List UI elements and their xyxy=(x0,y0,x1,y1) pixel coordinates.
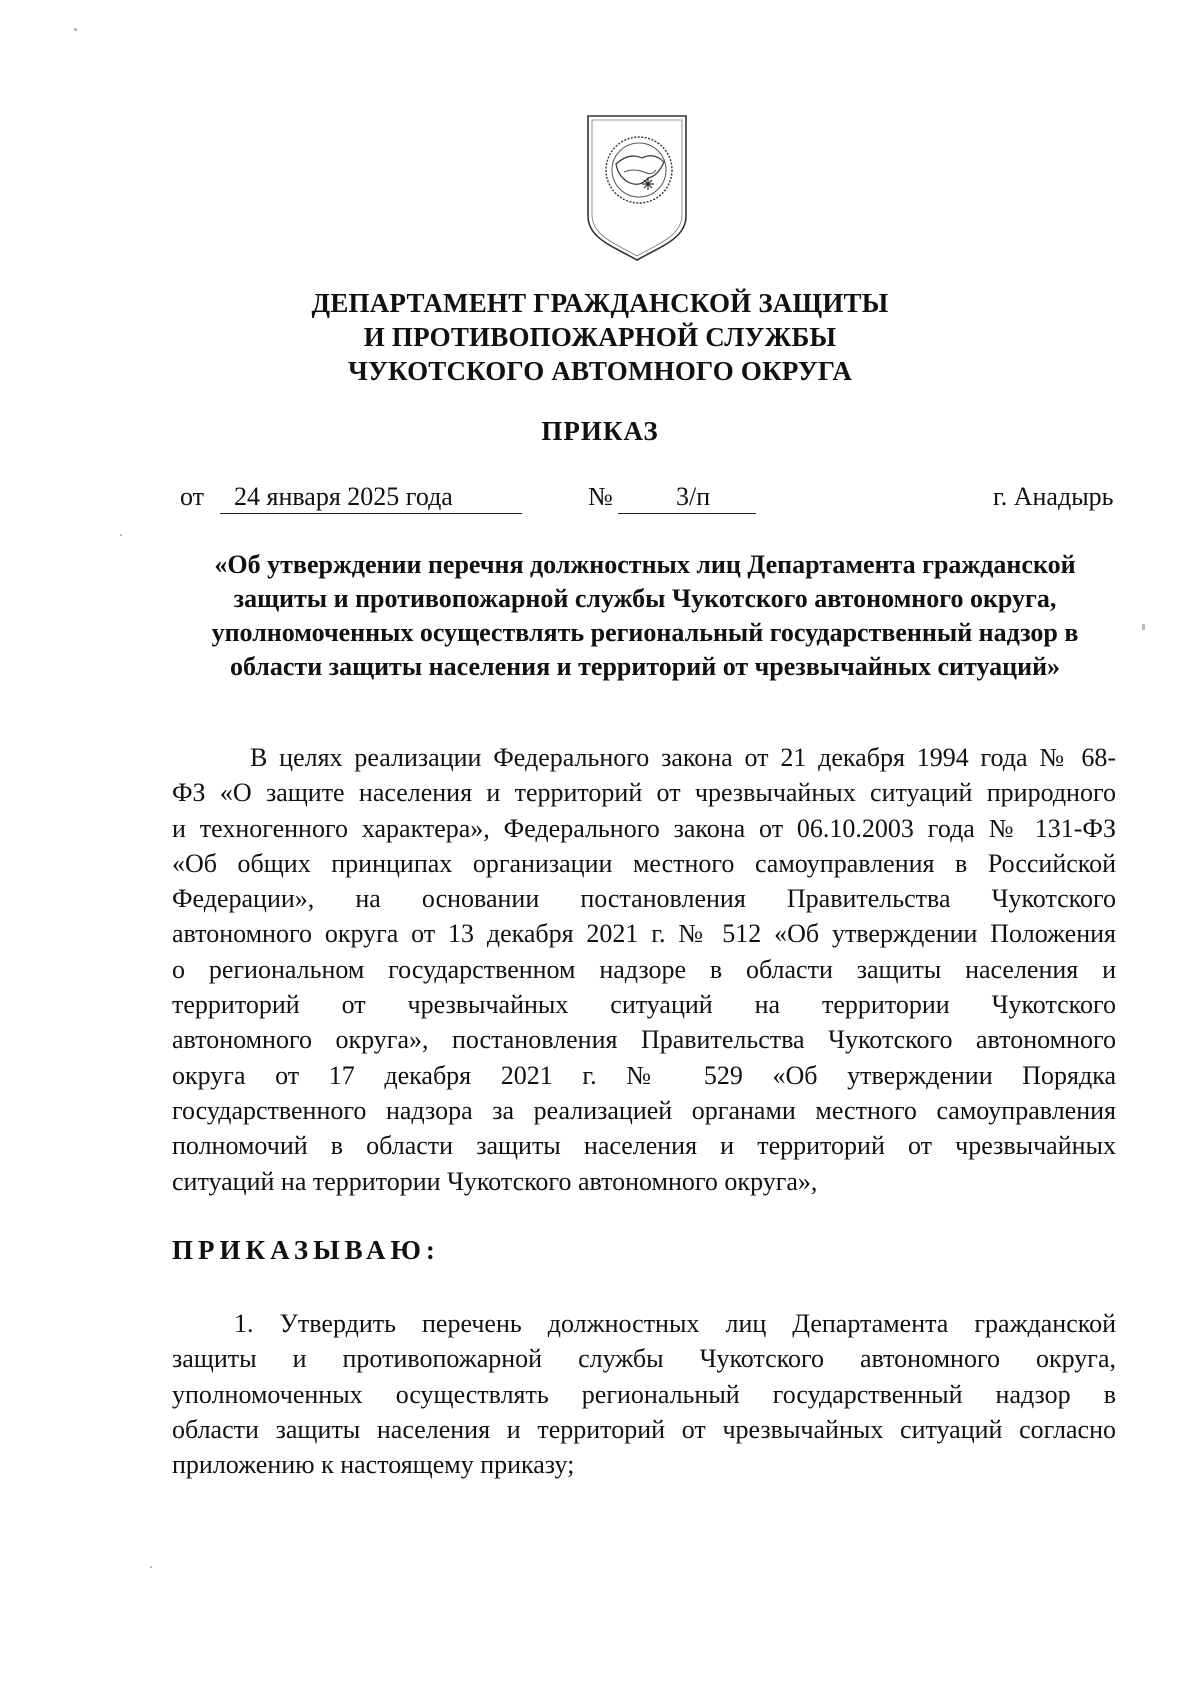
order-city: г. Анадырь xyxy=(993,482,1114,511)
subject-line-4: области защиты населения и территорий от чрезвычайных ситуаций» xyxy=(229,652,1061,681)
coat-of-arms-emblem xyxy=(584,112,690,264)
item-line: 1. Утвердить перечень должностных лиц Департамента гражданской xyxy=(234,1309,1116,1338)
preamble-line: В целях реализации Федерального закона от 21 декабря 1994 года № 68- xyxy=(250,743,1116,772)
department-line-3: ЧУКОТСКОГО АВТОМНОГО ОКРУГА xyxy=(347,356,853,386)
preamble-line: Федерации», на основании постановления Правительства Чукотского xyxy=(172,884,1116,914)
order-date: 24 января 2025 года xyxy=(220,482,522,514)
preamble-line: автономного округа», постановления Правительства Чукотского автономного xyxy=(172,1025,1116,1055)
decree-heading: ПРИКАЗЫВАЮ: xyxy=(172,1235,440,1265)
preamble-line: ФЗ «О защите населения и территорий от чрезвычайных ситуаций природного xyxy=(172,778,1116,808)
scan-speck xyxy=(1142,624,1145,630)
order-meta-line xyxy=(0,482,1200,518)
order-title: ПРИКАЗ xyxy=(541,416,659,446)
item-line: области защиты населения и территорий от чрезвычайных ситуаций согласно xyxy=(172,1414,1116,1444)
item-line: уполномоченных осуществлять региональный государственный надзор в xyxy=(172,1379,1116,1409)
scan-speck xyxy=(150,1566,152,1568)
preamble-line: автономного округа от 13 декабря 2021 г. № 512 «Об утверждении Положения xyxy=(172,919,1116,949)
preamble-line: округа от 17 декабря 2021 г. № 529 «Об утверждении Порядка xyxy=(172,1060,1116,1090)
department-line-1: ДЕПАРТАМЕНТ ГРАЖДАНСКОЙ ЗАЩИТЫ xyxy=(311,288,889,318)
order-number: 3/п xyxy=(618,482,756,514)
order-subject xyxy=(150,548,1140,684)
preamble-line: государственного надзора за реализацией органами местного самоуправления xyxy=(172,1095,1116,1125)
item-line: приложению к настоящему приказу; xyxy=(172,1450,575,1480)
department-name xyxy=(300,286,900,388)
preamble-line: о региональном государственном надзоре в области защиты населения и xyxy=(172,954,1116,984)
subject-line-1: «Об утверждении перечня должностных лиц Департамента гражданской xyxy=(214,550,1076,579)
subject-line-3: уполномоченных осуществлять региональный государственный надзор в xyxy=(211,618,1079,647)
scan-speck xyxy=(120,534,122,536)
preamble-line: территорий от чрезвычайных ситуаций на территории Чукотского xyxy=(172,990,1116,1020)
department-line-2: И ПРОТИВОПОЖАРНОЙ СЛУЖБЫ xyxy=(363,322,837,352)
subject-line-2: защиты и противопожарной службы Чукотского автономного округа, xyxy=(233,584,1057,613)
order-item-1 xyxy=(172,1306,1116,1482)
preamble-line: и техногенного характера», Федерального закона от 06.10.2003 года № 131-ФЗ xyxy=(172,813,1116,843)
date-prefix: от xyxy=(180,482,205,511)
item-line: защиты и противопожарной службы Чукотского автономного округа, xyxy=(172,1344,1116,1374)
preamble-line: ситуаций на территории Чукотского автономного округа», xyxy=(172,1166,818,1196)
number-prefix: № xyxy=(588,482,613,511)
preamble-line: полномочий в области защиты населения и территорий от чрезвычайных xyxy=(172,1131,1116,1161)
preamble-paragraph xyxy=(172,740,1116,1199)
scan-speck xyxy=(74,28,77,31)
preamble-line: «Об общих принципах организации местного самоуправления в Российской xyxy=(172,848,1116,878)
